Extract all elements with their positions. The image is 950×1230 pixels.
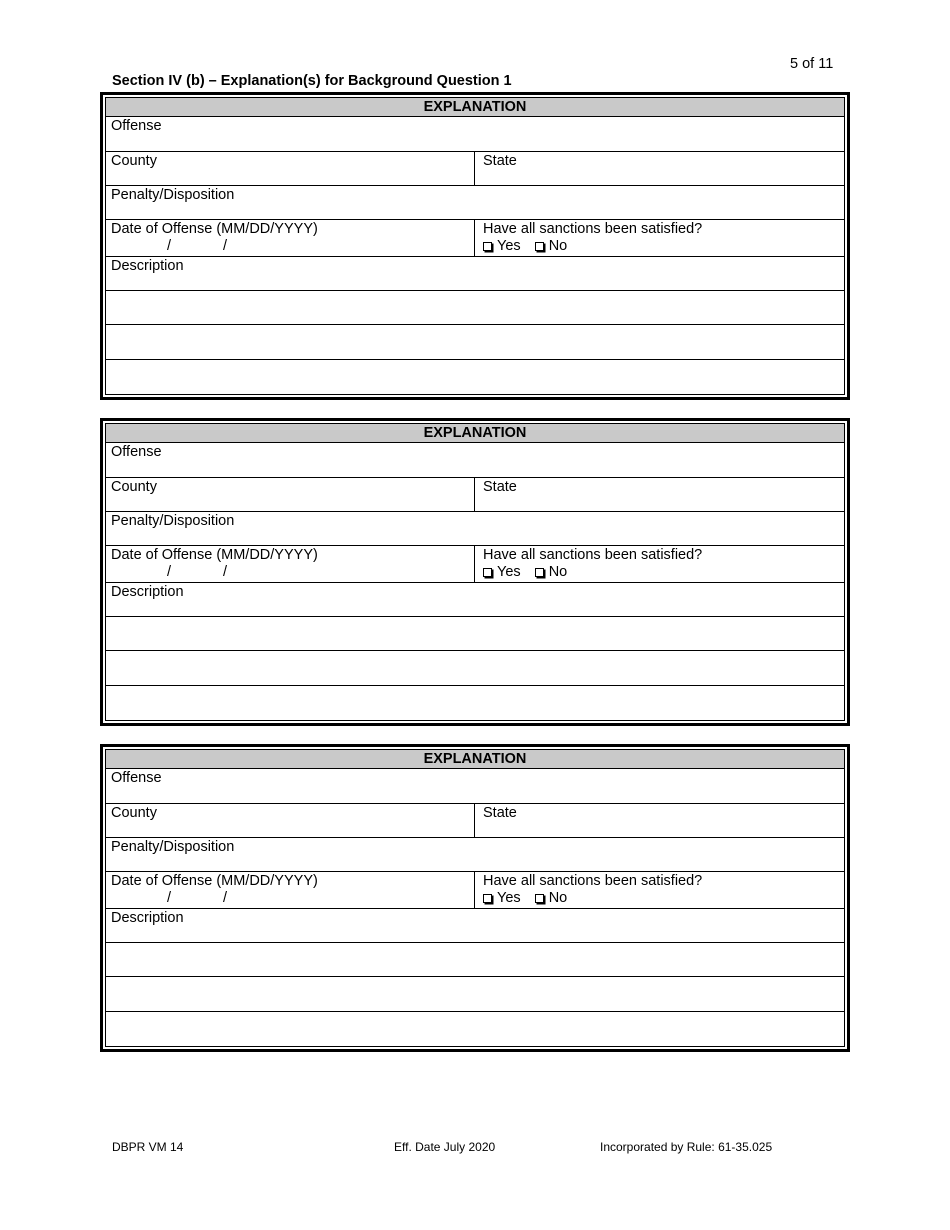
sanctions-options xyxy=(483,564,567,581)
yes-label: Yes xyxy=(497,564,521,580)
date-slash-1: / xyxy=(167,890,172,906)
yes-checkbox[interactable] xyxy=(483,568,492,577)
description-field[interactable] xyxy=(106,583,844,617)
description-label: Description xyxy=(111,258,184,274)
no-label: No xyxy=(548,564,568,580)
penalty-label: Penalty/Disposition xyxy=(111,839,235,855)
explanation-header: EXPLANATION xyxy=(106,98,844,117)
description-line[interactable] xyxy=(106,686,844,719)
date-slash-2: / xyxy=(223,890,228,906)
no-label: No xyxy=(548,238,568,254)
description-field[interactable] xyxy=(106,909,844,943)
sanctions-label: Have all sanctions been satisfied? xyxy=(483,221,703,237)
description-label: Description xyxy=(111,910,184,926)
page-number: 5 of 11 xyxy=(790,56,834,72)
date-of-offense-label: Date of Offense (MM/DD/YYYY) xyxy=(111,221,318,237)
offense-label: Offense xyxy=(111,118,162,134)
state-label: State xyxy=(483,153,517,169)
explanation-card-1 xyxy=(100,92,850,400)
description-line[interactable] xyxy=(106,617,844,651)
offense-field[interactable] xyxy=(106,117,844,152)
penalty-field[interactable] xyxy=(106,186,844,220)
date-of-offense-label: Date of Offense (MM/DD/YYYY) xyxy=(111,873,318,889)
state-label: State xyxy=(483,479,517,495)
county-label: County xyxy=(111,479,157,495)
date-of-offense-label: Date of Offense (MM/DD/YYYY) xyxy=(111,547,318,563)
footer-rule: Incorporated by Rule: 61-35.025 xyxy=(600,1140,773,1154)
description-line[interactable] xyxy=(106,325,844,360)
column-divider xyxy=(474,152,475,185)
date-slash-2: / xyxy=(223,238,228,254)
penalty-field[interactable] xyxy=(106,512,844,546)
sanctions-options xyxy=(483,238,567,255)
state-label: State xyxy=(483,805,517,821)
yes-checkbox[interactable] xyxy=(483,242,492,251)
description-line[interactable] xyxy=(106,977,844,1012)
column-divider xyxy=(474,220,475,256)
offense-field[interactable] xyxy=(106,443,844,478)
footer-form-id: DBPR VM 14 xyxy=(112,1140,184,1154)
explanation-card-3 xyxy=(100,744,850,1052)
sanctions-options xyxy=(483,890,567,907)
description-line[interactable] xyxy=(106,651,844,686)
description-line[interactable] xyxy=(106,943,844,977)
yes-label: Yes xyxy=(497,238,521,254)
explanation-card-2 xyxy=(100,418,850,726)
yes-label: Yes xyxy=(497,890,521,906)
explanation-header: EXPLANATION xyxy=(106,424,844,443)
no-checkbox[interactable] xyxy=(535,568,544,577)
yes-checkbox[interactable] xyxy=(483,894,492,903)
date-sanctions-row xyxy=(106,872,844,909)
explanation-header: EXPLANATION xyxy=(106,750,844,769)
county-label: County xyxy=(111,153,157,169)
offense-field[interactable] xyxy=(106,769,844,804)
county-state-row xyxy=(106,152,844,186)
date-sanctions-row xyxy=(106,546,844,583)
county-state-row xyxy=(106,804,844,838)
offense-label: Offense xyxy=(111,770,162,786)
date-slash-1: / xyxy=(167,238,172,254)
description-line[interactable] xyxy=(106,360,844,393)
penalty-label: Penalty/Disposition xyxy=(111,513,235,529)
column-divider xyxy=(474,804,475,837)
no-label: No xyxy=(548,890,568,906)
no-checkbox[interactable] xyxy=(535,894,544,903)
section-title: Section IV (b) – Explanation(s) for Background Question 1 xyxy=(112,73,512,89)
county-label: County xyxy=(111,805,157,821)
column-divider xyxy=(474,546,475,582)
no-checkbox[interactable] xyxy=(535,242,544,251)
description-label: Description xyxy=(111,584,184,600)
date-slash-1: / xyxy=(167,564,172,580)
penalty-label: Penalty/Disposition xyxy=(111,187,235,203)
description-field[interactable] xyxy=(106,257,844,291)
description-line[interactable] xyxy=(106,1012,844,1045)
sanctions-label: Have all sanctions been satisfied? xyxy=(483,873,703,889)
column-divider xyxy=(474,478,475,511)
sanctions-label: Have all sanctions been satisfied? xyxy=(483,547,703,563)
penalty-field[interactable] xyxy=(106,838,844,872)
column-divider xyxy=(474,872,475,908)
date-slash-2: / xyxy=(223,564,228,580)
date-sanctions-row xyxy=(106,220,844,257)
description-line[interactable] xyxy=(106,291,844,325)
county-state-row xyxy=(106,478,844,512)
footer-eff-date: Eff. Date July 2020 xyxy=(394,1140,496,1154)
offense-label: Offense xyxy=(111,444,162,460)
